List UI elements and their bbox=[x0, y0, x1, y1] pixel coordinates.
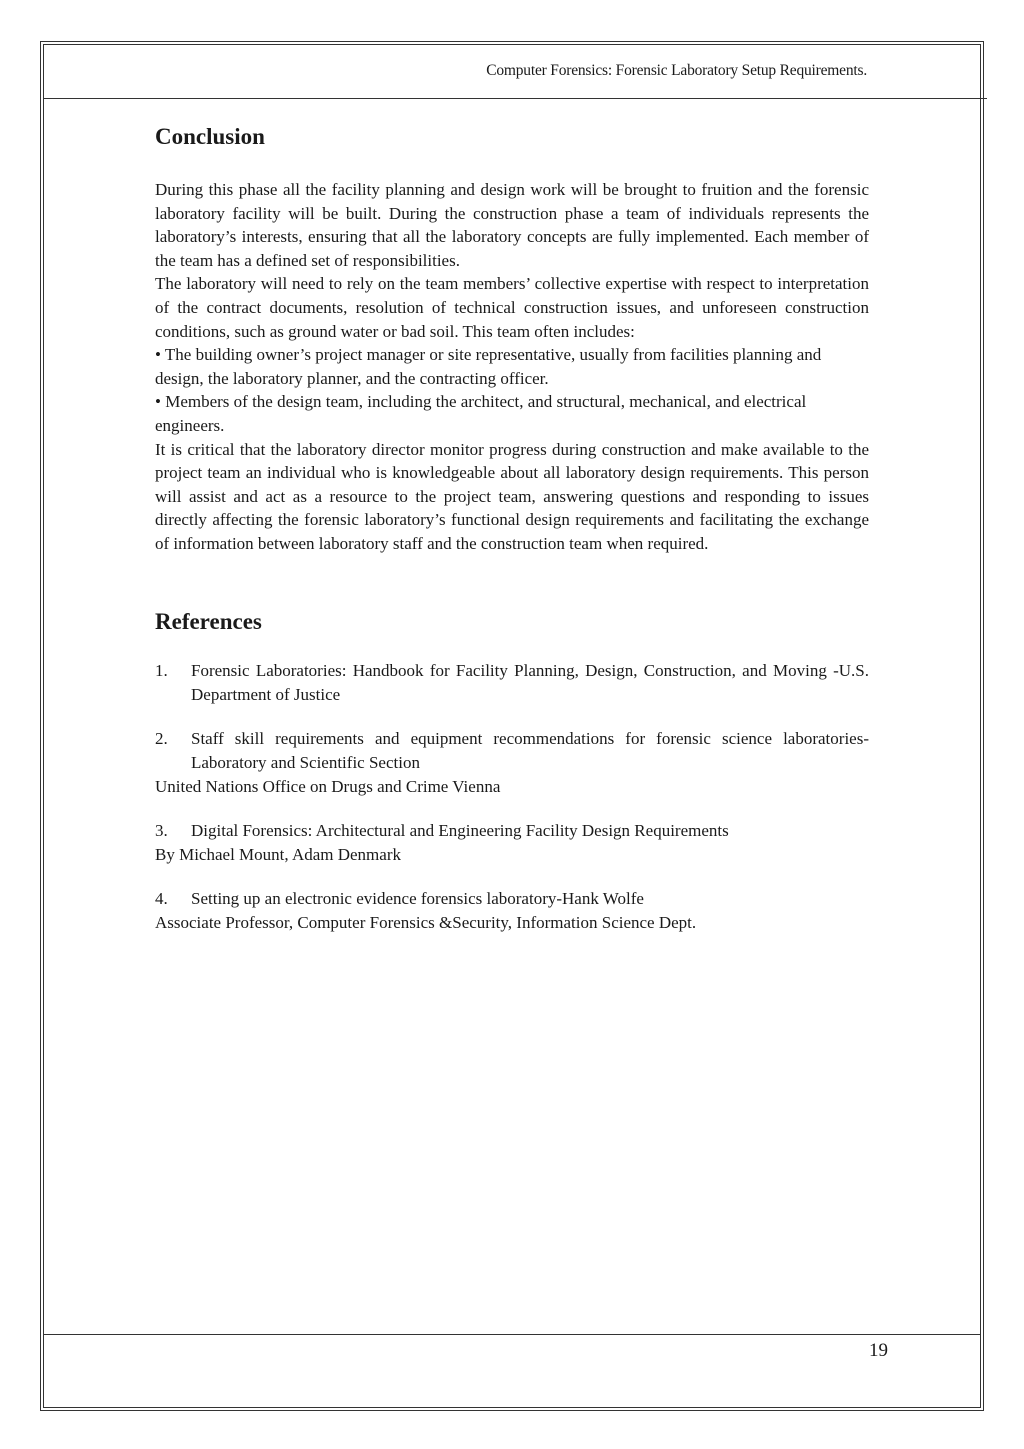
page-content bbox=[155, 122, 869, 955]
reference-text: Setting up an electronic evidence forensics laboratory-Hank Wolfe bbox=[191, 888, 644, 908]
conclusion-paragraph: During this phase all the facility planning and design work will be brought to fruition and the forensic laboratory facility will be built. During the construction phase a team of individuals represents the laboratory’s interests, ensuring that all the laboratory concepts are fully implemented. Each member of the team has a defined set of responsibilities. bbox=[155, 180, 869, 270]
conclusion-paragraph: It is critical that the laboratory director monitor progress during construction and make available to the project team an individual who is knowledgeable about all laboratory design requirements. This person will assist and act as a resource to the project team, answering questions and responding to issues directly affecting the forensic laboratory’s functional design requirements and facilitating the exchange of information between laboratory staff and the construction team when required. bbox=[155, 439, 869, 553]
reference-item bbox=[155, 659, 869, 707]
header-divider bbox=[43, 98, 987, 99]
conclusion-heading: Conclusion bbox=[155, 124, 265, 149]
reference-number: 2. bbox=[155, 728, 168, 748]
reference-text: Digital Forensics: Architectural and Engineering Facility Design Requirements bbox=[191, 820, 729, 840]
conclusion-bullet: • Members of the design team, including the architect, and structural, mechanical, and electrical engineers. bbox=[155, 392, 807, 435]
running-header: Computer Forensics: Forensic Laboratory Setup Requirements. bbox=[486, 62, 867, 79]
conclusion-bullet: • The building owner’s project manager or site representative, usually from facilities planning and design, the laboratory planner, and the contracting officer. bbox=[155, 345, 822, 388]
reference-extra: United Nations Office on Drugs and Crime Vienna bbox=[155, 776, 501, 796]
reference-extra: By Michael Mount, Adam Denmark bbox=[155, 844, 401, 864]
reference-item bbox=[155, 887, 869, 935]
footer-divider bbox=[43, 1334, 981, 1335]
reference-item bbox=[155, 819, 869, 867]
reference-extra: Associate Professor, Computer Forensics &Security, Information Science Dept. bbox=[155, 912, 697, 932]
reference-text: Staff skill requirements and equipment recommendations for forensic science laboratories-Laboratory and Scientific Section bbox=[191, 728, 869, 772]
reference-item bbox=[155, 727, 869, 799]
conclusion-paragraph: The laboratory will need to rely on the team members’ collective expertise with respect to interpretation of the contract documents, resolution of technical construction issues, and unforeseen construction conditions, such as ground water or bad soil. This team often includes: bbox=[155, 274, 869, 341]
reference-text: Forensic Laboratories: Handbook for Facility Planning, Design, Construction, and Moving -U.S. Department of Justice bbox=[191, 660, 869, 704]
page-number: 19 bbox=[869, 1340, 888, 1361]
reference-number: 4. bbox=[155, 888, 168, 908]
references-heading: References bbox=[155, 608, 262, 634]
reference-number: 3. bbox=[155, 820, 168, 840]
reference-number: 1. bbox=[155, 660, 168, 680]
